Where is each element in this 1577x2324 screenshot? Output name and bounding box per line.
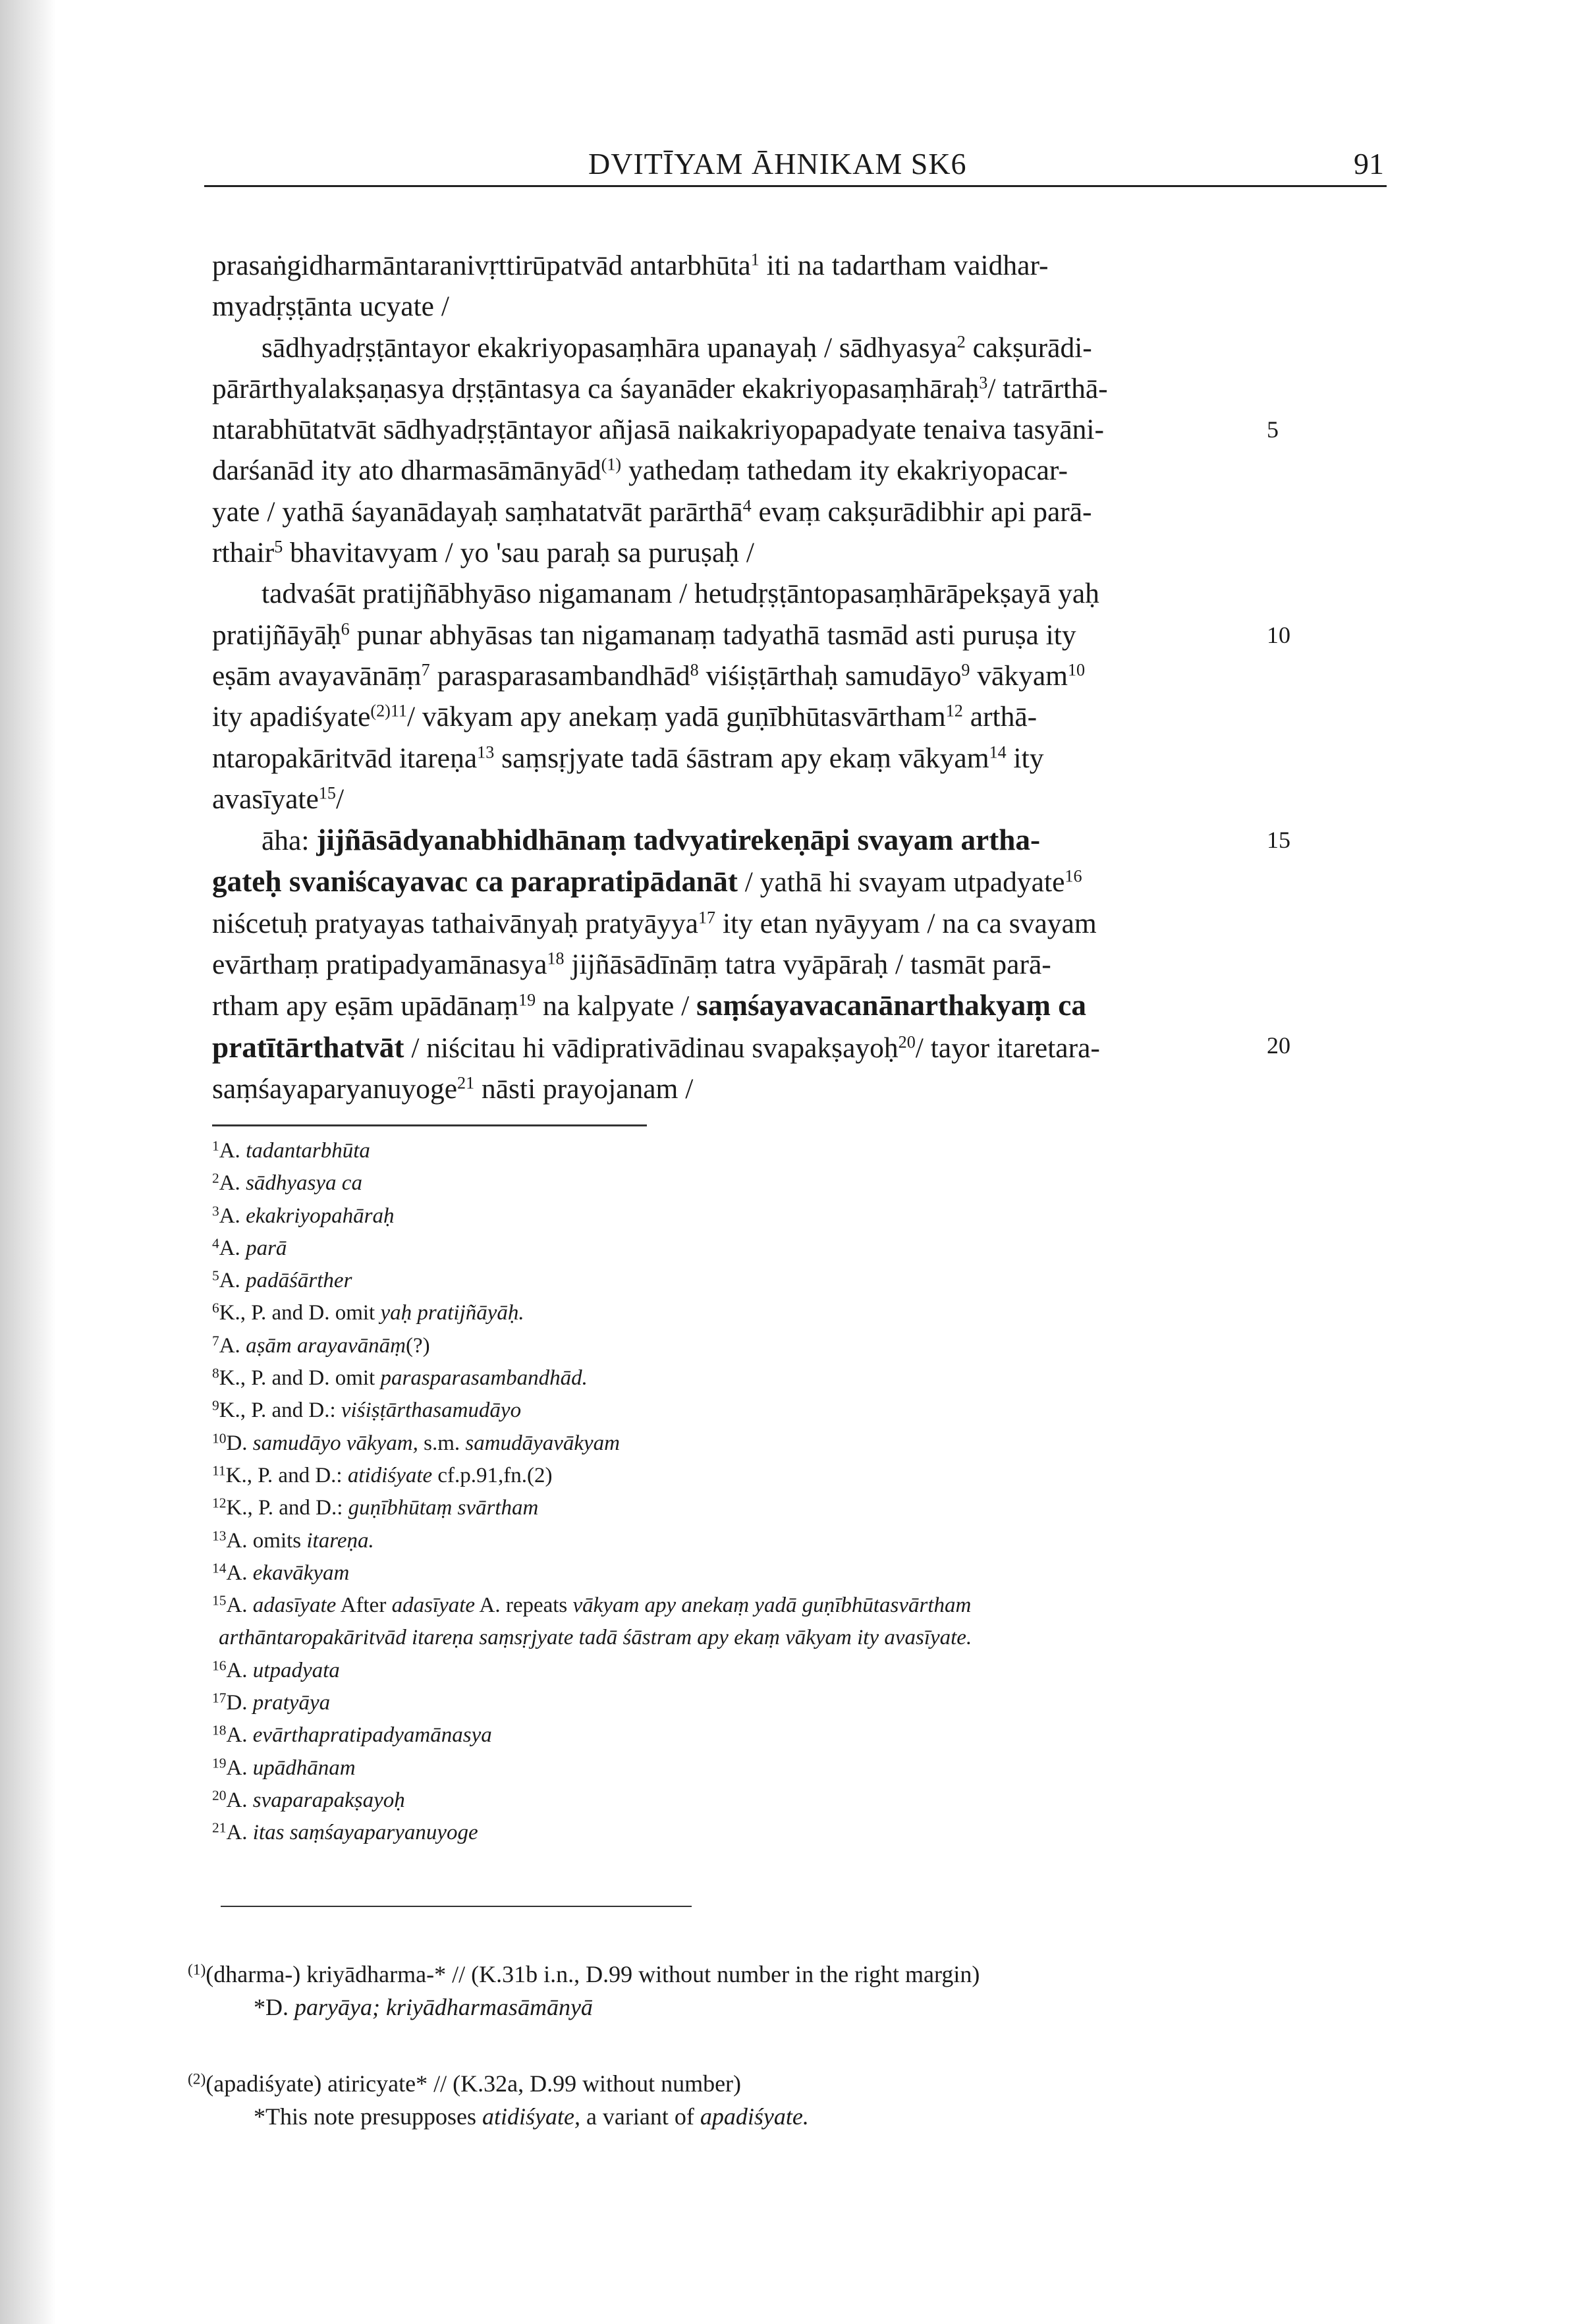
footnote-separator <box>212 1124 647 1126</box>
text-run: D. <box>226 1431 253 1455</box>
italic-text: arthāntaropakāritvād itareṇa saṃsṛjyate tadā śāstram apy ekaṃ vākyam ity avasīyate. <box>219 1626 972 1650</box>
italic-text: aṣām arayavānāṃ <box>246 1333 406 1358</box>
italic-text: parā <box>246 1236 287 1260</box>
text-line <box>212 738 1391 779</box>
footnote-marker: 17 <box>212 1690 227 1706</box>
note-ref: 20 <box>898 1032 916 1052</box>
italic-text: samudāyavākyam <box>465 1431 620 1455</box>
note-ref: 16 <box>1065 867 1082 887</box>
text-run: cf.p.91,fn.(2) <box>432 1463 553 1487</box>
text-run: s.m. <box>418 1431 466 1455</box>
note-ref: 13 <box>477 742 495 762</box>
footnote-marker: 4 <box>212 1235 219 1252</box>
footnote-marker: 10 <box>212 1429 227 1446</box>
text-run: / niścitau hi vādiprativādinau svapakṣayoḥ <box>404 1032 899 1064</box>
footnote <box>212 1330 1464 1362</box>
note-ref: 8 <box>690 660 699 680</box>
text-run: A. <box>226 1821 253 1845</box>
sutra-text: saṃśayavacanānarthakyaṃ ca <box>696 989 1086 1022</box>
sutra-text: pratītārthatvāt <box>212 1030 404 1064</box>
italic-text: atidiśyate <box>347 1463 433 1487</box>
text-line <box>212 532 1391 573</box>
note-ref: 21 <box>457 1073 475 1093</box>
text-run: *D. <box>254 1994 294 2020</box>
footnote-marker: 11 <box>212 1462 226 1479</box>
footnote-marker: 9 <box>212 1397 219 1414</box>
italic-text: ekakriyopahāraḥ <box>246 1204 395 1228</box>
text-run: āha: <box>262 825 317 857</box>
critical-note-main <box>188 1958 1439 1991</box>
text-run: / tayor itaretara- <box>915 1032 1100 1064</box>
main-text <box>212 245 1391 1109</box>
text-run: ity etan nyāyyam / na ca svayam <box>715 907 1097 939</box>
critical-note-main <box>188 2067 1439 2100</box>
text-run: / yathā hi svayam utpadyate <box>737 866 1065 899</box>
line-number: 10 <box>1267 621 1290 648</box>
text-run: rtham apy eṣām upādānaṃ <box>212 990 519 1022</box>
text-run: eṣām avayavānāṃ <box>212 659 422 692</box>
italic-text: samudāyo vākyam, <box>252 1431 418 1455</box>
footnote <box>212 1135 1464 1167</box>
footnote <box>212 1427 1464 1460</box>
line-number: 20 <box>1267 1032 1290 1059</box>
line-number: 5 <box>1267 416 1279 443</box>
footnote <box>212 1719 1464 1752</box>
text-line <box>212 450 1391 491</box>
text-line <box>212 1068 1391 1109</box>
text-line <box>212 779 1391 819</box>
page-header <box>204 146 1390 186</box>
line-number: 15 <box>1267 827 1290 854</box>
italic-text: pratyāya <box>252 1691 331 1715</box>
header-rule <box>204 185 1387 187</box>
italic-text: itareṇa. <box>306 1528 374 1553</box>
text-run: A. <box>226 1561 253 1585</box>
text-run: A. <box>226 1756 253 1780</box>
text-line <box>212 944 1391 985</box>
text-run: ity apadiśyate <box>212 701 371 733</box>
text-run: K., P. and D. omit <box>219 1301 381 1325</box>
footnote-marker: 8 <box>212 1365 219 1381</box>
note-ref: (2)11 <box>370 701 407 721</box>
footnote-marker: 21 <box>212 1819 227 1836</box>
text-run: K., P. and D.: <box>226 1496 348 1520</box>
text-line <box>212 615 1391 655</box>
text-run: jijñāsādīnāṃ tatra vyāpāraḥ / tasmāt parā- <box>564 949 1051 981</box>
text-run: A. <box>219 1269 246 1293</box>
text-run: A. <box>219 1139 246 1163</box>
text-line <box>212 286 1391 327</box>
text-line <box>212 819 1391 861</box>
footnotes <box>212 1135 1464 1850</box>
text-line <box>212 1027 1391 1068</box>
text-run: tadvaśāt pratijñābhyāso nigamanam / hetudṛṣṭāntopasaṃhārāpekṣayā yaḥ <box>262 578 1099 610</box>
text-run: K., P. and D.: <box>219 1398 341 1423</box>
text-run: A. <box>226 1593 253 1618</box>
note-ref: 2 <box>956 332 966 352</box>
footnote-marker: 14 <box>212 1560 227 1576</box>
note-ref: 10 <box>1068 660 1086 680</box>
note-ref: 1 <box>750 250 760 269</box>
footnote <box>212 1590 1464 1622</box>
critical-notes-separator <box>221 1906 692 1907</box>
footnote-marker: 3 <box>212 1202 219 1219</box>
sutra-text: jijñāsādyanabhidhānaṃ tadvyatirekeṇāpi svayam artha- <box>316 823 1041 857</box>
text-run: bhavitavyam / yo 'sau paraḥ sa puruṣaḥ / <box>283 537 754 569</box>
text-run: darśanād ity ato dharmasāmānyād <box>212 455 601 487</box>
footnote <box>212 1784 1464 1817</box>
running-title: DVITĪYAM ĀHNIKAM SK6 <box>588 147 967 180</box>
italic-text: svaparapakṣayoḥ <box>252 1788 405 1812</box>
footnote-marker: 6 <box>212 1300 219 1316</box>
italic-text: itas saṃśayaparyanuyoge <box>252 1821 478 1845</box>
note-ref: 7 <box>421 660 430 680</box>
note-ref: 12 <box>945 701 963 721</box>
text-run: evaṃ cakṣurādibhir api parā- <box>751 495 1092 528</box>
footnote <box>212 1362 1464 1395</box>
italic-text: ekavākyam <box>252 1561 350 1585</box>
text-run: (?) <box>405 1333 430 1358</box>
page-number: 91 <box>1354 147 1384 180</box>
footnote <box>212 1817 1464 1849</box>
footnote <box>212 1460 1464 1492</box>
italic-text: upādhānam <box>252 1756 356 1780</box>
note-ref: 14 <box>989 742 1007 762</box>
italic-text: sādhyasya ca <box>246 1171 362 1196</box>
footnote-marker: 15 <box>212 1592 227 1609</box>
sutra-text: gateḥ svaniścayavac ca parapratipādanāt <box>212 865 738 899</box>
text-run: nāsti prayojanam / <box>474 1072 694 1105</box>
footnote <box>212 1200 1464 1232</box>
italic-text: parasparasambandhād. <box>380 1366 588 1391</box>
italic-text: evārthapratipadyamānasya <box>252 1723 492 1748</box>
note-ref: 18 <box>547 949 565 968</box>
footnote <box>212 1655 1464 1687</box>
page-shadow-edge <box>0 0 56 2324</box>
text-line <box>212 327 1391 368</box>
italic-text: utpadyata <box>252 1658 340 1682</box>
italic-text: tadantarbhūta <box>246 1139 370 1163</box>
note-ref: 6 <box>341 619 350 639</box>
italic-text: adasīyate <box>391 1593 476 1618</box>
note-ref: 19 <box>518 991 536 1010</box>
text-run: evārthaṃ pratipadyamānasya <box>212 949 547 981</box>
text-line <box>212 573 1391 614</box>
critical-note-sub <box>188 2100 1439 2133</box>
italic-text: padāśārther <box>246 1269 352 1293</box>
text-run: / <box>335 783 345 815</box>
text-run: (apadiśyate) atiricyate* // (K.32a, D.99 without number) <box>206 2070 742 2097</box>
text-line <box>212 985 1391 1026</box>
footnote-marker: 19 <box>212 1754 227 1771</box>
note-ref: (1) <box>601 455 622 475</box>
text-line <box>212 903 1391 944</box>
text-run: A. omits <box>226 1528 307 1553</box>
text-line <box>212 245 1391 286</box>
footnote-marker: 2 <box>212 1170 219 1186</box>
critical-note <box>188 1958 1439 2024</box>
text-line <box>212 368 1391 409</box>
italic-text: viśiṣṭārthasamudāyo <box>341 1398 522 1423</box>
text-run: A. <box>219 1204 246 1228</box>
critical-note-marker: (1) <box>188 1961 206 1979</box>
text-run: (dharma-) kriyādharma-* // (K.31b i.n., D.99 without number in the right margin) <box>206 1961 980 1987</box>
note-ref: 15 <box>318 783 336 803</box>
footnote <box>212 1752 1464 1784</box>
text-run: / vākyam apy anekaṃ yadā guṇībhūtasvārtham <box>406 701 946 733</box>
footnote <box>212 1687 1464 1719</box>
text-run: / tatrārthā- <box>987 372 1108 404</box>
text-run: A. <box>226 1658 253 1682</box>
text-run: ity <box>1006 742 1044 774</box>
footnote-marker: 16 <box>212 1657 227 1674</box>
text-line <box>212 696 1391 737</box>
footnote-marker: 5 <box>212 1267 219 1284</box>
text-run: avasīyate <box>212 783 319 815</box>
text-run: arthā- <box>962 701 1038 733</box>
footnote <box>212 1167 1464 1200</box>
text-run: saṃsṛjyate tadā śāstram apy ekaṃ vākyam <box>494 742 989 774</box>
text-run: A. <box>219 1171 246 1196</box>
text-run: A. <box>226 1788 253 1812</box>
text-run: sādhyadṛṣṭāntayor ekakriyopasaṃhāra upanayaḥ / sādhyasya <box>262 331 957 364</box>
footnote <box>212 1297 1464 1329</box>
text-run: a variant of <box>580 2103 700 2130</box>
text-run: K., P. and D.: <box>225 1463 348 1487</box>
text-line <box>212 655 1391 696</box>
text-run: A. <box>226 1723 253 1748</box>
text-run: niścetuḥ pratyayas tathaivānyaḥ pratyāyya <box>212 907 698 939</box>
footnote <box>212 1557 1464 1590</box>
footnote <box>212 1525 1464 1557</box>
text-run: After <box>336 1593 392 1618</box>
text-run: yathedaṃ tathedam ity ekakriyopacar- <box>621 455 1068 487</box>
text-run: saṃśayaparyanuyoge <box>212 1072 458 1105</box>
text-run: A. <box>219 1333 246 1358</box>
text-run: rthair <box>212 537 275 569</box>
footnote-marker: 7 <box>212 1333 219 1349</box>
text-run: cakṣurādi- <box>965 331 1092 364</box>
text-run: parasparasambandhād <box>429 659 690 692</box>
note-ref: 9 <box>961 660 970 680</box>
footnote-marker: 18 <box>212 1722 227 1738</box>
critical-note-sub <box>188 1991 1439 2024</box>
footnote <box>212 1265 1464 1297</box>
footnote <box>212 1395 1464 1427</box>
text-run: ntaropakāritvād itareṇa <box>212 742 478 774</box>
text-run: yate / yathā śayanādayaḥ saṃhatatvāt parārthā <box>212 495 743 528</box>
footnote <box>212 1232 1464 1265</box>
italic-text: vākyam apy anekaṃ yadā guṇībhūtasvārtham <box>572 1593 972 1618</box>
text-line <box>212 491 1391 532</box>
critical-note <box>188 2067 1439 2133</box>
italic-text: guṇībhūtaṃ svārtham <box>348 1496 539 1520</box>
text-run: A. <box>219 1236 246 1260</box>
text-run: *This note presupposes <box>254 2103 482 2130</box>
text-run: viśiṣṭārthaḥ samudāyo <box>698 659 962 692</box>
text-run: ntarabhūtatvāt sādhyadṛṣṭāntayor añjasā naikakriyopapadyate tenaiva tasyāni- <box>212 414 1104 446</box>
text-run: pārārthyalakṣaṇasya dṛṣṭāntasya ca śayanāder ekakriyopasaṃhāraḥ <box>212 372 980 404</box>
text-run: D. <box>226 1691 253 1715</box>
italic-text: yaḥ pratijñāyāḥ. <box>380 1301 524 1325</box>
text-run: myadṛṣṭānta ucyate / <box>212 290 449 323</box>
critical-note-marker: (2) <box>188 2070 206 2088</box>
text-run: A. repeats <box>475 1593 573 1618</box>
footnote-marker: 1 <box>212 1138 219 1154</box>
italic-text: atidiśyate, <box>482 2103 580 2130</box>
footnote <box>212 1622 1464 1654</box>
text-run: K., P. and D. omit <box>219 1366 381 1391</box>
text-run: prasaṅgidharmāntaranivṛttirūpatvād antarbhūta <box>212 250 751 281</box>
note-ref: 5 <box>274 537 283 557</box>
text-run: iti na tadartham vaidhar- <box>759 250 1049 281</box>
text-line <box>212 409 1391 450</box>
text-run: vākyam <box>970 659 1068 692</box>
note-ref: 4 <box>742 496 752 516</box>
footnote-marker: 12 <box>212 1495 227 1511</box>
text-run: na kalpyate / <box>536 990 697 1022</box>
footnote-marker: 20 <box>212 1787 227 1804</box>
footnote-marker: 13 <box>212 1527 227 1543</box>
text-run: pratijñāyāḥ <box>212 619 341 651</box>
note-ref: 3 <box>979 373 988 393</box>
italic-text: paryāya; kriyādharmasāmānyā <box>294 1994 593 2020</box>
footnote <box>212 1492 1464 1524</box>
text-run: punar abhyāsas tan nigamanaṃ tadyathā tasmād asti puruṣa ity <box>349 619 1076 651</box>
text-line <box>212 861 1391 902</box>
italic-text: apadiśyate. <box>700 2103 809 2130</box>
italic-text: adasīyate <box>252 1593 337 1618</box>
note-ref: 17 <box>698 908 716 927</box>
